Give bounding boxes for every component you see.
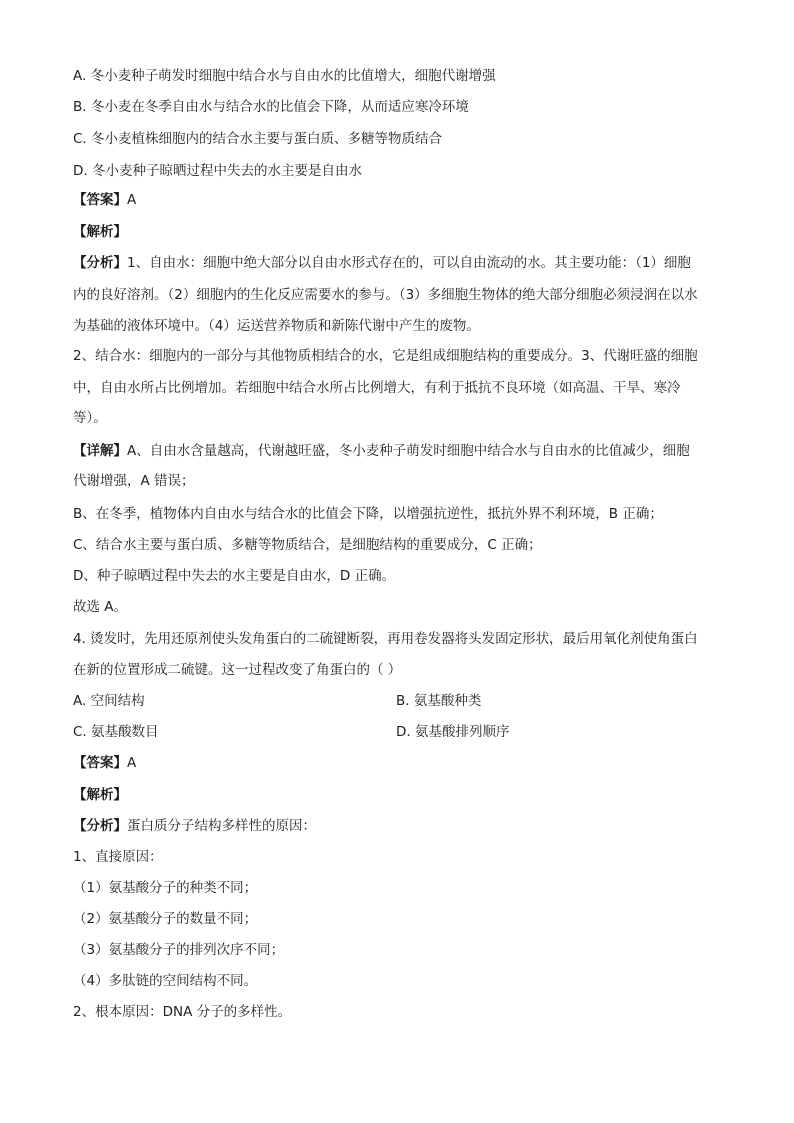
answer-value: A <box>127 192 137 208</box>
q4-option-d: D. 氨基酸排列顺序 <box>396 724 510 740</box>
q4-fenxi-line-3: （1）氨基酸分子的种类不同； <box>73 880 258 896</box>
q4-option-b: B. 氨基酸种类 <box>396 693 482 709</box>
q4-option-c: C. 氨基酸数目 <box>73 724 159 740</box>
q3-detail-line-4: C、结合水主要与蛋白质、多糖等物质结合，是细胞结构的重要成分，C 正确； <box>73 537 542 553</box>
q3-detail-line-6: 故选 A。 <box>73 599 128 615</box>
q4-fenxi-line-2: 1、直接原因： <box>73 849 163 865</box>
q3-option-c: C. 冬小麦植株细胞内的结合水主要与蛋白质、多糖等物质结合 <box>73 131 443 147</box>
fenxi-tag: 【分析】 <box>73 818 127 834</box>
q4-stem-line-1: 4. 烫发时，先用还原剂使头发角蛋白的二硫键断裂，再用卷发器将头发固定形状，最后用氧化剂使角蛋白 <box>73 631 698 647</box>
q4-fenxi-line-1: 【分析】蛋白质分子结构多样性的原因： <box>73 818 316 834</box>
q3-detail-line-5: D、种子晾晒过程中失去的水主要是自由水，D 正确。 <box>73 568 396 584</box>
q3-fenxi-line-6: 等）。 <box>73 410 107 426</box>
q4-stem-line-2: 在新的位置形成二硫键。这一过程改变了角蛋白的（ ） <box>73 662 402 678</box>
q3-answer-line <box>73 190 725 210</box>
q3-option-a: A. 冬小麦种子萌发时细胞中结合水与自由水的比值增大，细胞代谢增强 <box>73 68 496 84</box>
q4-fenxi-line-6: （4）多肽链的空间结构不同。 <box>73 973 258 989</box>
q4-option-a: A. 空间结构 <box>73 693 145 709</box>
q3-detail-line-2: 代谢增强，A 错误； <box>73 473 195 489</box>
answer-value: A <box>127 755 137 771</box>
q3-fenxi-line-5: 中，自由水所占比例增加。若细胞中结合水所占比例增大，有利于抵抗不良环境（如高温、干旱、寒冷 <box>73 380 681 396</box>
q4-fenxi-line-5: （3）氨基酸分子的排列次序不同； <box>73 942 285 958</box>
fenxi-tag: 【分析】 <box>73 255 127 271</box>
q3-analysis-tag: 【解析】 <box>73 224 127 240</box>
q3-fenxi-line-3: 为基础的液体环境中。（4）运送营养物质和新陈代谢中产生的废物。 <box>73 318 480 334</box>
q4-fenxi-line-7: 2、根本原因：DNA 分子的多样性。 <box>73 1004 292 1020</box>
q3-fenxi-line-2: 内的良好溶剂。（2）细胞内的生化反应需要水的参与。（3）多细胞生物体的绝大部分细胞必须浸润在以水 <box>73 287 698 303</box>
q4-fenxi-line-4: （2）氨基酸分子的数量不同； <box>73 911 258 927</box>
q3-detail-line-3: B、在冬季，植物体内自由水与结合水的比值会下降，以增强抗逆性，抵抗外界不利环境，B 正确； <box>73 506 663 522</box>
q4-answer-line <box>73 753 725 773</box>
detail-tag: 【详解】 <box>73 443 127 459</box>
q3-fenxi-line-4: 2、结合水：细胞内的一部分与其他物质相结合的水，它是组成细胞结构的重要成分。3、代谢旺盛的细胞 <box>73 348 698 364</box>
q3-option-b: B. 冬小麦在冬季自由水与结合水的比值会下降，从而适应寒冷环境 <box>73 99 469 115</box>
q3-option-d: D. 冬小麦种子晾晒过程中失去的水主要是自由水 <box>73 163 362 179</box>
q3-detail-line-1: 【详解】A、自由水含量越高，代谢越旺盛，冬小麦种子萌发时细胞中结合水与自由水的比值减少，细胞 <box>73 443 690 459</box>
answer-tag: 【答案】 <box>73 755 127 771</box>
q4-analysis-tag: 【解析】 <box>73 787 127 803</box>
answer-tag: 【答案】 <box>73 192 127 208</box>
q3-fenxi-line-1: 【分析】1、自由水：细胞中绝大部分以自由水形式存在的，可以自由流动的水。其主要功能：（1）细胞 <box>73 255 691 271</box>
